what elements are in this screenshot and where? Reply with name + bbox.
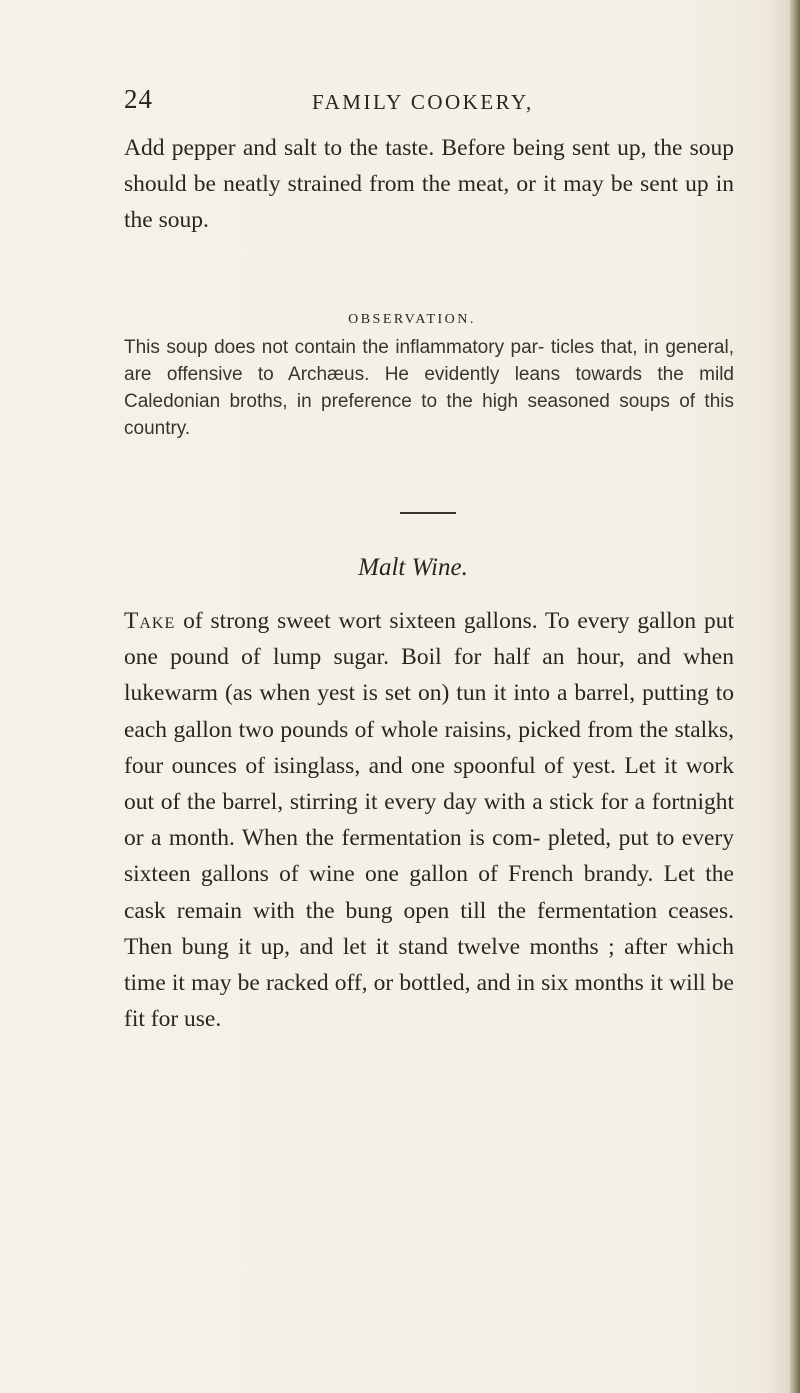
section-divider xyxy=(400,512,456,514)
recipe-first-word: Take xyxy=(124,608,176,634)
page-number: 24 xyxy=(124,84,153,114)
recipe-title: Malt Wine. xyxy=(358,554,468,581)
observation-text: This soup does not contain the inflammatory par- ticles that, in general, are offensive to Archæus. He evidently leans towards the mild Caledonian broths, in preference to the high seasoned soups of this country. xyxy=(124,337,734,439)
observation-heading: OBSERVATION. xyxy=(348,312,476,327)
page-header xyxy=(124,84,734,120)
recipe-text: of strong sweet wort sixteen gallons. To every gallon put one pound of lump sugar. Boil for half an hour, and when lukewarm (as when yest is set on) tun it into a barrel, putting to each gallon two pounds of whole raisins, picked from the stalks, four ounces of isinglass, and one spoonful of yest. Let it work out of the barrel, stirring it every day with a stick for a fortnight or a month. When the fermentation is com- pleted, put to every sixteen gallons of wine one gallon of French brandy. Let the cask remain with the bung open till the fermentation ceases. Then bung it up, and let it stand twelve months ; after which time it may be racked off, or bottled, and in six months it will be fit for use. xyxy=(124,608,734,1033)
page-binding-edge xyxy=(790,0,800,1393)
running-head: FAMILY COOKERY, xyxy=(312,90,534,114)
recipe-body xyxy=(124,603,734,1037)
paragraph-soup-serving: Add pepper and salt to the taste. Before being sent up, the soup should be neatly strained from the meat, or it may be sent up in the soup. xyxy=(124,135,734,233)
